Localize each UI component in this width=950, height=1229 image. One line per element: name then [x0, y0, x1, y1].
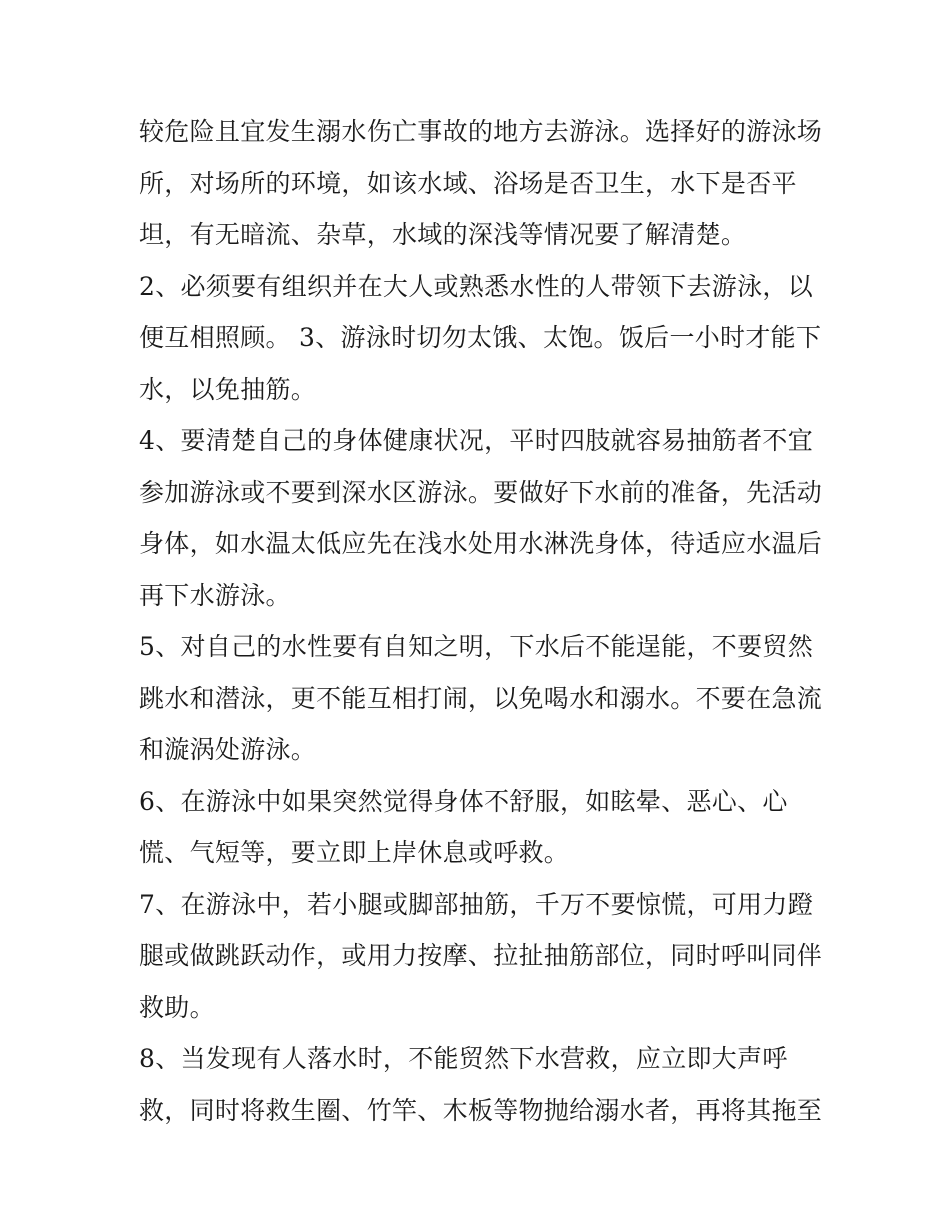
text-line: 2、必须要有组织并在大人或熟悉水性的人带领下去游泳，以 — [139, 271, 814, 301]
text-line: 救助。 — [139, 992, 215, 1022]
text-line: 较危险且宜发生溺水伤亡事故的地方去游泳。选择好的游泳场 — [139, 117, 823, 146]
text-line: 跳水和潜泳，更不能互相打闹，以免喝水和溺水。不要在急流 — [139, 683, 823, 713]
body-text — [139, 106, 829, 1136]
text-line: 5、对自己的水性要有自知之明，下水后不能逞能，不要贸然 — [139, 632, 814, 661]
text-line: 所，对场所的环境，如该水域、浴场是否卫生，水下是否平 — [139, 168, 797, 198]
text-line: 7、在游泳中，若小腿或脚部抽筋，千万不要惊慌，可用力蹬 — [139, 889, 814, 919]
text-line: 腿或做跳跃动作，或用力按摩、拉扯抽筋部位，同时呼叫同伴 — [139, 941, 823, 970]
text-line: 身体，如水温太低应先在浅水处用水淋洗身体，待适应水温后 — [139, 529, 823, 558]
text-line: 8、当发现有人落水时，不能贸然下水营救，应立即大声呼 — [139, 1044, 788, 1073]
text-line: 再下水游泳。 — [139, 580, 291, 610]
text-line: 水，以免抽筋。 — [139, 374, 317, 404]
text-line: 4、要清楚自己的身体健康状况，平时四肢就容易抽筋者不宜 — [139, 426, 814, 455]
text-line: 和漩涡处游泳。 — [139, 735, 317, 764]
text-line: 慌、气短等，要立即上岸休息或呼救。 — [139, 838, 570, 867]
text-line: 参加游泳或不要到深水区游泳。要做好下水前的准备，先活动 — [139, 477, 823, 507]
text-line: 坦，有无暗流、杂草，水域的深浅等情况要了解清楚。 — [139, 220, 747, 249]
text-line: 救，同时将救生圈、竹竿、木板等物抛给溺水者，再将其拖至 — [139, 1095, 823, 1125]
text-line: 便互相照顾。 3、游泳时切勿太饿、太饱。饭后一小时才能下 — [139, 323, 822, 352]
text-line: 6、在游泳中如果突然觉得身体不舒服，如眩晕、恶心、心 — [139, 786, 788, 816]
